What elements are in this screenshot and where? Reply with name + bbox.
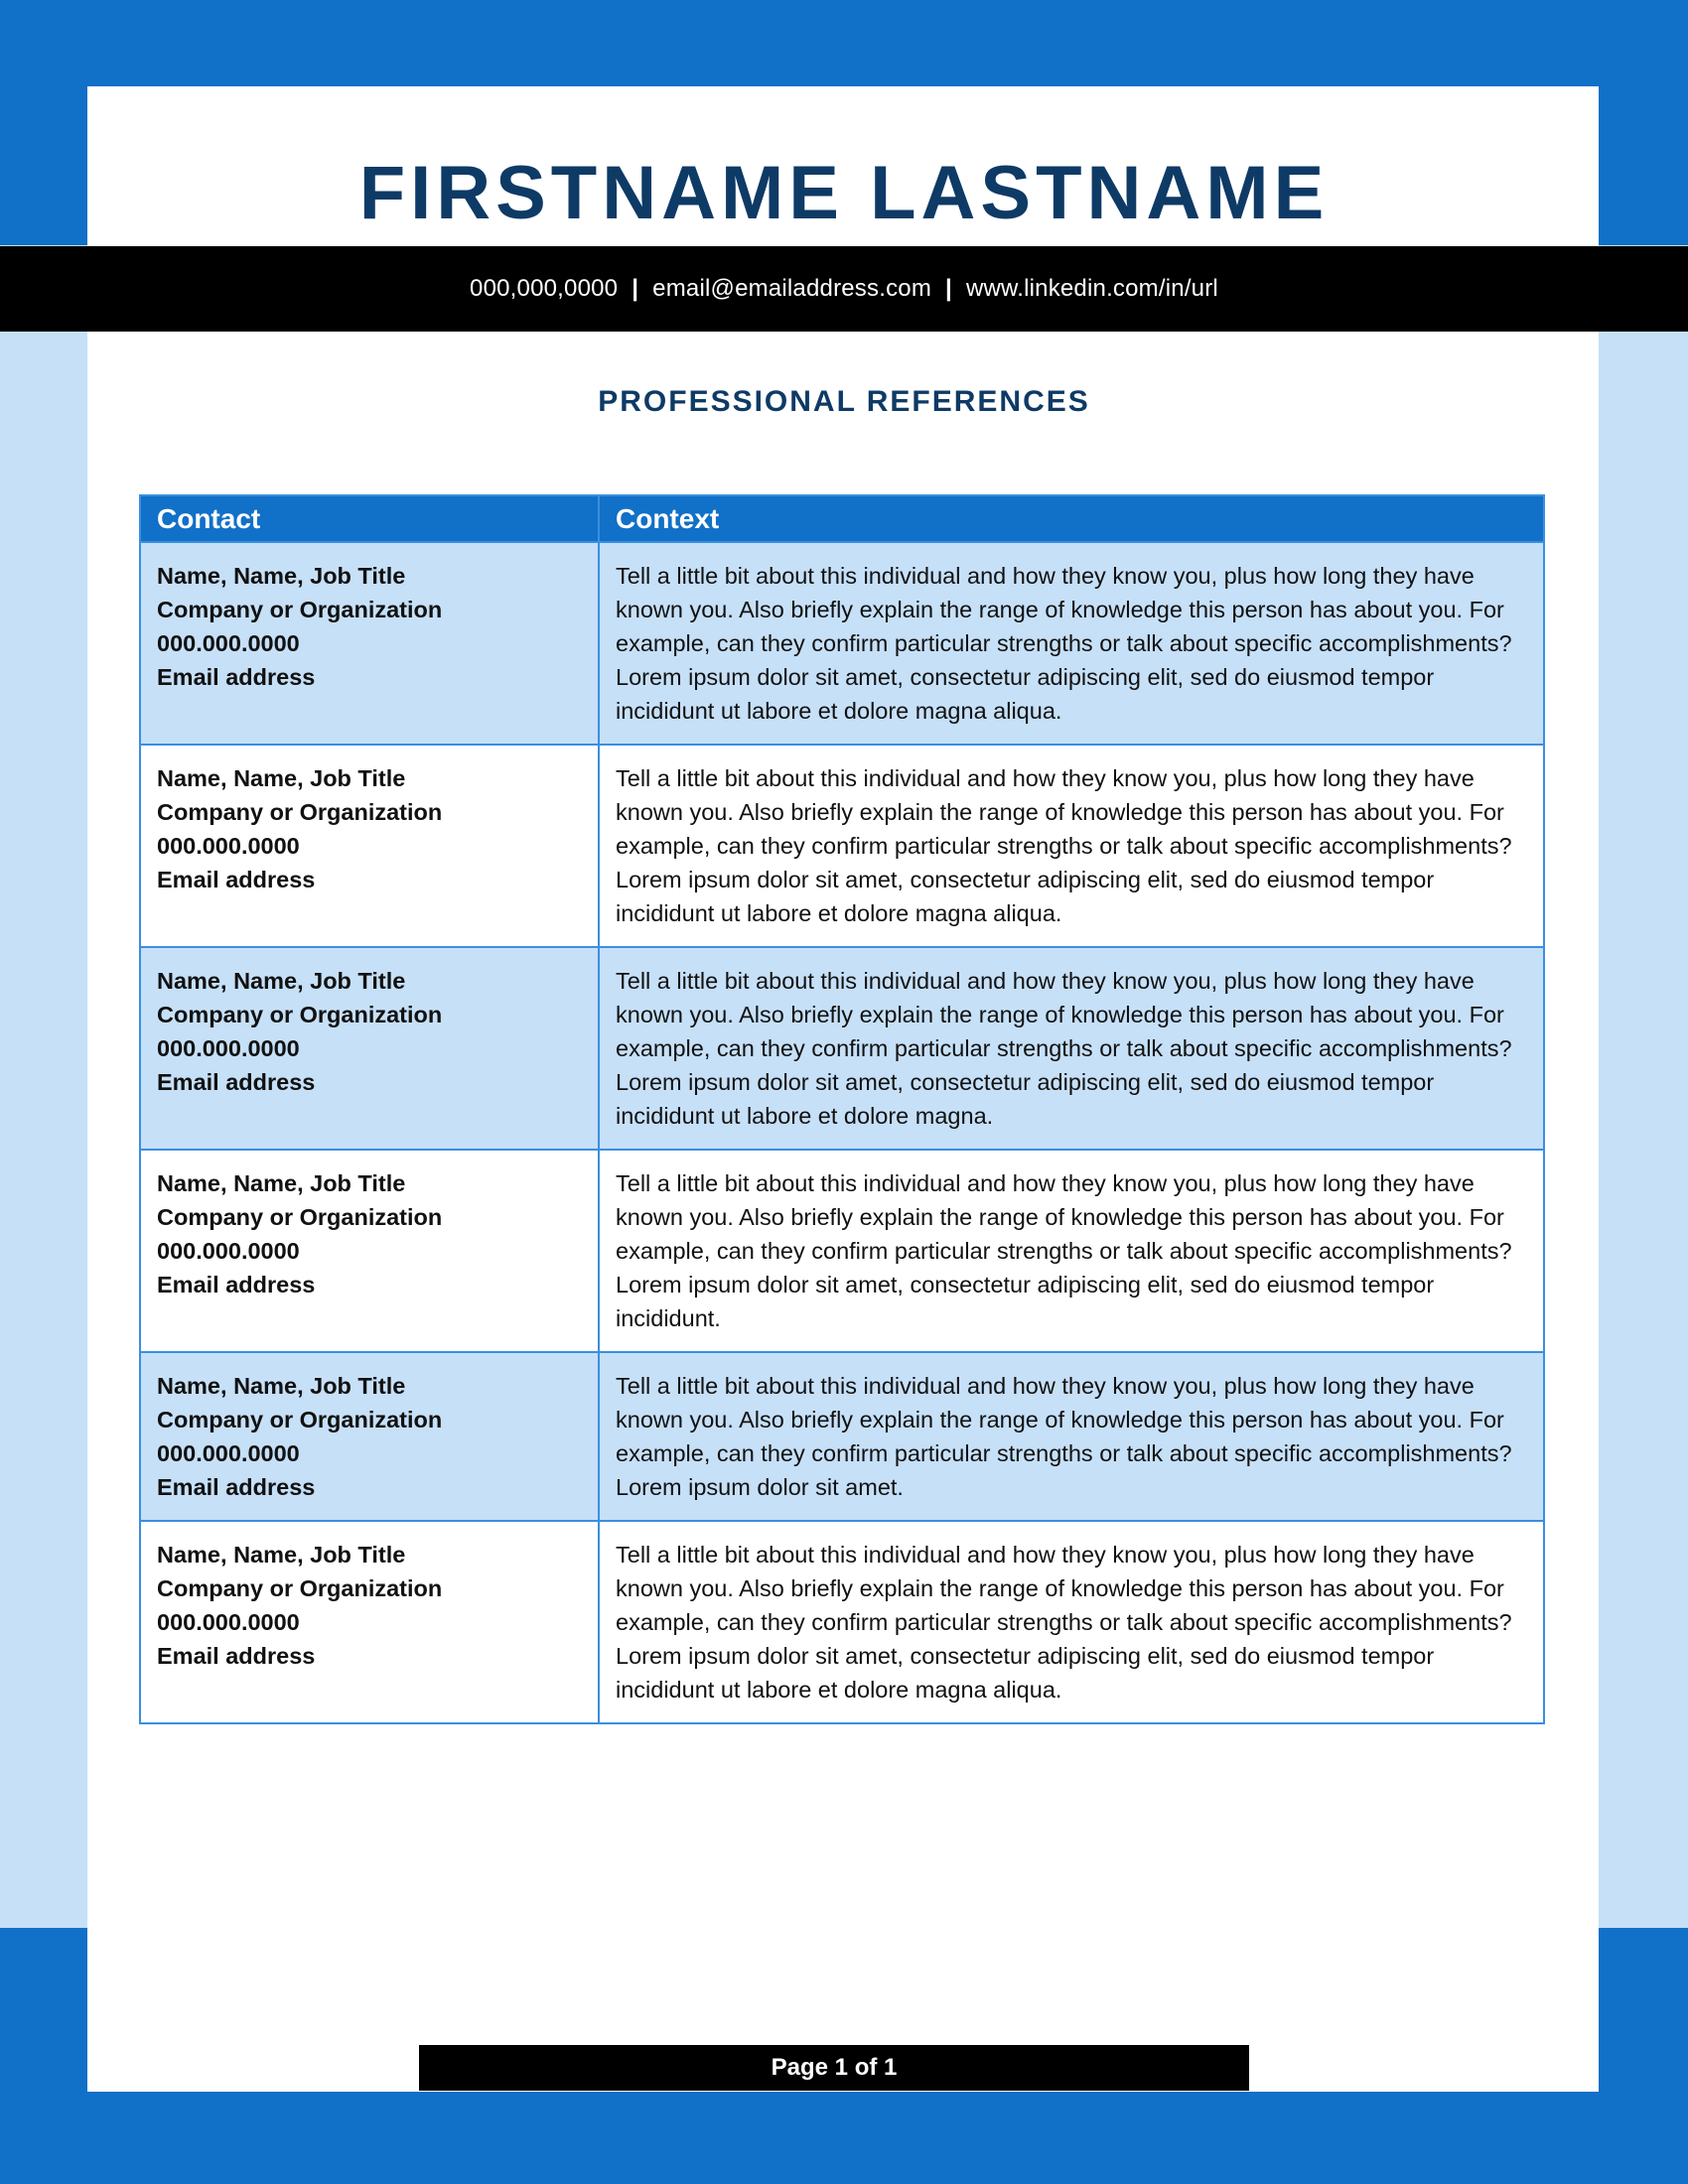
reference-name: Name, Name, Job Title <box>157 1373 406 1399</box>
contact-bar <box>0 246 1688 332</box>
contact-cell <box>140 1521 599 1723</box>
contact-cell <box>140 745 599 947</box>
separator: | <box>945 275 952 302</box>
contact-cell <box>140 1352 599 1521</box>
reference-company: Company or Organization <box>157 1407 443 1433</box>
reference-phone: 000.000.0000 <box>157 1440 300 1466</box>
reference-name: Name, Name, Job Title <box>157 563 406 589</box>
reference-email: Email address <box>157 867 316 892</box>
reference-name: Name, Name, Job Title <box>157 1542 406 1568</box>
context-cell: Tell a little bit about this individual and how they know you, plus how long they have known you. Also briefly explain the range of knowledge this person has about you. For example, can they confirm particular strengths or talk about specific accomplishments? Lorem ipsum dolor sit amet, consectetur adipiscing elit, sed do eiusmod tempor incididunt ut labore et dolore magna aliqua. <box>599 745 1544 947</box>
table-row <box>140 1352 1544 1521</box>
reference-company: Company or Organization <box>157 1002 443 1027</box>
reference-company: Company or Organization <box>157 799 443 825</box>
context-cell: Tell a little bit about this individual and how they know you, plus how long they have known you. Also briefly explain the range of knowledge this person has about you. For example, can they confirm particular strengths or talk about specific accomplishments? Lorem ipsum dolor sit amet, consectetur adipiscing elit, sed do eiusmod tempor incididunt ut labore et dolore magna aliqua. <box>599 542 1544 745</box>
reference-phone: 000.000.0000 <box>157 1609 300 1635</box>
reference-email: Email address <box>157 664 316 690</box>
reference-email: Email address <box>157 1069 316 1095</box>
reference-phone: 000.000.0000 <box>157 833 300 859</box>
reference-name: Name, Name, Job Title <box>157 1170 406 1196</box>
reference-company: Company or Organization <box>157 1204 443 1230</box>
table-header-row <box>140 495 1544 542</box>
section-title: PROFESSIONAL REFERENCES <box>598 385 1090 418</box>
reference-company: Company or Organization <box>157 597 443 622</box>
context-cell: Tell a little bit about this individual and how they know you, plus how long they have known you. Also briefly explain the range of knowledge this person has about you. For example, can they confirm particular strengths or talk about specific accomplishments? Lorem ipsum dolor sit amet, consectetur adipiscing elit, sed do eiusmod tempor incididunt. <box>599 1150 1544 1352</box>
reference-company: Company or Organization <box>157 1575 443 1601</box>
table-row <box>140 745 1544 947</box>
contact-cell <box>140 947 599 1150</box>
reference-phone: 000.000.0000 <box>157 1238 300 1264</box>
reference-name: Name, Name, Job Title <box>157 765 406 791</box>
column-header-contact: Contact <box>140 495 599 542</box>
separator: | <box>632 275 639 302</box>
reference-email: Email address <box>157 1474 316 1500</box>
reference-email: Email address <box>157 1643 316 1669</box>
context-cell: Tell a little bit about this individual and how they know you, plus how long they have known you. Also briefly explain the range of knowledge this person has about you. For example, can they confirm particular strengths or talk about specific accomplishments? Lorem ipsum dolor sit amet. <box>599 1352 1544 1521</box>
reference-phone: 000.000.0000 <box>157 630 300 656</box>
context-cell: Tell a little bit about this individual and how they know you, plus how long they have known you. Also briefly explain the range of knowledge this person has about you. For example, can they confirm particular strengths or talk about specific accomplishments? Lorem ipsum dolor sit amet, consectetur adipiscing elit, sed do eiusmod tempor incididunt ut labore et dolore magna aliqua. <box>599 1521 1544 1723</box>
reference-name: Name, Name, Job Title <box>157 968 406 994</box>
reference-email: Email address <box>157 1272 316 1297</box>
reference-phone: 000.000.0000 <box>157 1035 300 1061</box>
page-number-footer: Page 1 of 1 <box>419 2045 1249 2091</box>
linkedin-text: www.linkedin.com/in/url <box>965 275 1218 302</box>
table-row <box>140 1521 1544 1723</box>
email-text: email@emailaddress.com <box>652 275 932 302</box>
contact-cell <box>140 1150 599 1352</box>
table-row <box>140 542 1544 745</box>
column-header-context: Context <box>599 495 1544 542</box>
context-cell: Tell a little bit about this individual and how they know you, plus how long they have known you. Also briefly explain the range of knowledge this person has about you. For example, can they confirm particular strengths or talk about specific accomplishments? Lorem ipsum dolor sit amet, consectetur adipiscing elit, sed do eiusmod tempor incididunt ut labore et dolore magna. <box>599 947 1544 1150</box>
references-table <box>139 494 1545 1724</box>
table-row <box>140 947 1544 1150</box>
table-row <box>140 1150 1544 1352</box>
resume-name: FIRSTNAME LASTNAME <box>358 151 1330 235</box>
contact-cell <box>140 542 599 745</box>
phone-text: 000,000,0000 <box>470 275 619 302</box>
